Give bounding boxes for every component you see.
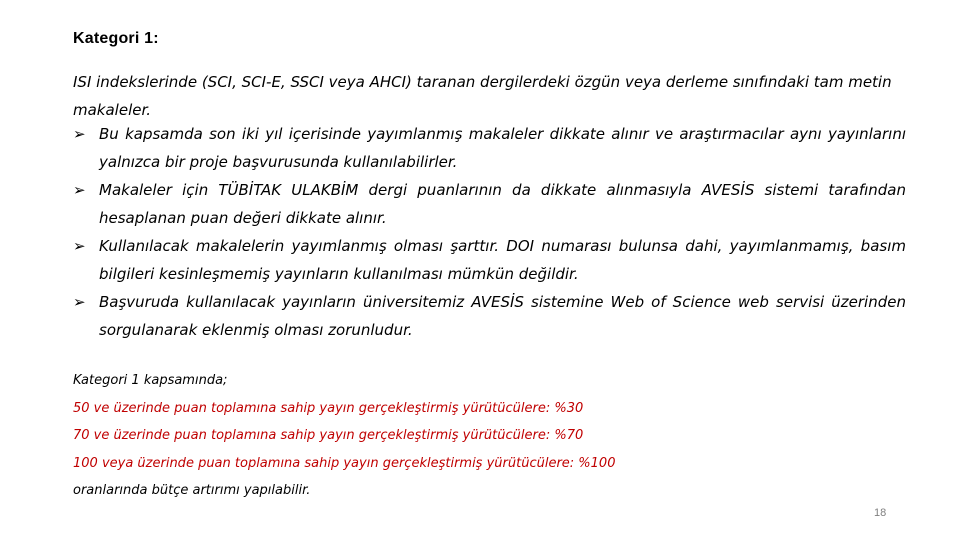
rate-row [73, 395, 906, 423]
bullet-item [73, 288, 906, 344]
bullet-item [73, 176, 906, 232]
budget-increase-note [73, 367, 906, 505]
rate-row [73, 450, 906, 478]
footer-intro-line: Kategori 1 kapsamında; [73, 373, 228, 388]
bullet-item [73, 232, 906, 288]
rate-condition: 50 ve üzerinde puan toplamına sahip yayın gerçekleştirmiş yürütücülere: [73, 400, 555, 416]
bullet-text: Makaleler için TÜBİTAK ULAKBİM dergi puanlarının da dikkate alınmasıyla AVESİS sistemi tarafından hesaplanan puan değeri dikkate alınır. [99, 181, 906, 227]
footer-closing-line: oranlarında bütçe artırımı yapılabilir. [73, 483, 311, 498]
page-heading: Kategori 1: [73, 30, 159, 47]
arrow-bullet-icon: ➢ [73, 181, 86, 199]
arrow-bullet-icon: ➢ [73, 125, 86, 143]
bullet-list [73, 120, 906, 344]
arrow-bullet-icon: ➢ [73, 237, 86, 255]
rate-value: %30 [554, 400, 584, 416]
rate-value: %70 [554, 428, 584, 443]
bullet-item [73, 120, 906, 176]
rate-condition: 100 veya üzerinde puan toplamına sahip yayın gerçekleştirmiş yürütücülere: [73, 455, 579, 471]
rate-row [73, 422, 906, 450]
rate-condition: 70 ve üzerinde puan toplamına sahip yayın gerçekleştirmiş yürütücülere: [73, 428, 555, 443]
bullet-text: Başvuruda kullanılacak yayınların üniversitemiz AVESİS sistemine Web of Science web servisi üzerinden sorgulanarak eklenmiş olması zorunludur. [99, 293, 906, 339]
bullet-text: Bu kapsamda son iki yıl içerisinde yayımlanmış makaleler dikkate alınır ve araştırmacılar aynı yayınlarını yalnızca bir proje başvurusunda kullanılabilirler. [99, 125, 906, 171]
intro-paragraph: ISI indekslerinde (SCI, SCI-E, SSCI veya AHCI) taranan dergilerdeki özgün veya derleme sınıfındaki tam metin makaleler. [73, 73, 892, 119]
page-number: 18 [874, 507, 887, 519]
arrow-bullet-icon: ➢ [73, 293, 86, 311]
bullet-text: Kullanılacak makalelerin yayımlanmış olması şarttır. DOI numarası bulunsa dahi, yayımlanmamış, basım bilgileri kesinleşmemiş yayınların kullanılması mümkün değildir. [99, 237, 906, 283]
rate-value: %100 [578, 455, 616, 471]
